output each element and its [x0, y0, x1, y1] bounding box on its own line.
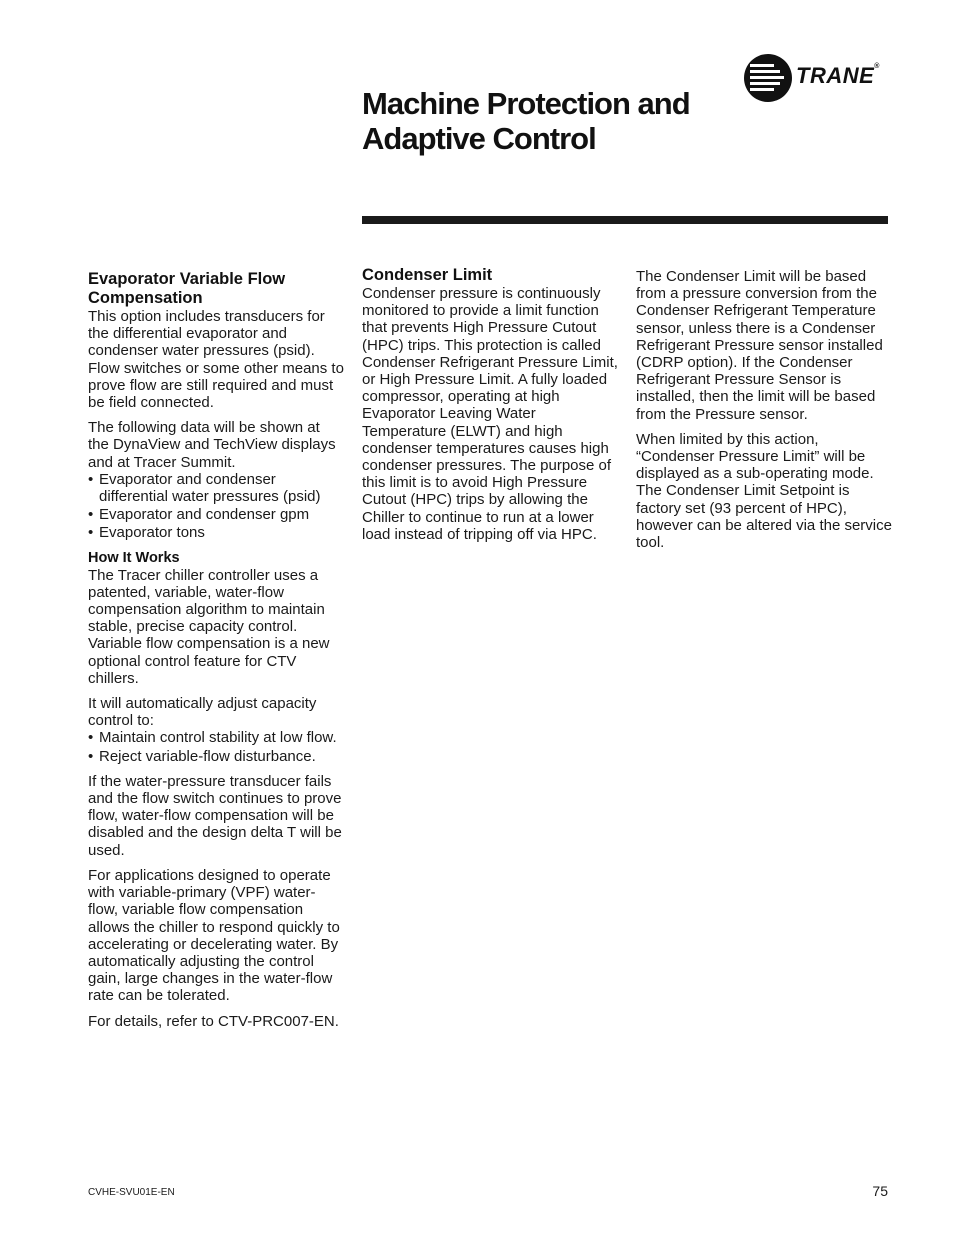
paragraph: This option includes transducers for the differential evaporator and condenser water pressures (psid). Flow switches or some other means to prove flow are still required and must be field connected. [88, 308, 344, 412]
trane-wordmark: TRANE® [796, 63, 880, 88]
subheading-how-it-works: How It Works [88, 549, 180, 566]
paragraph: The following data will be shown at the DynaView and TechView displays and at Tracer Summit. [88, 419, 336, 471]
paragraph: If the water-pressure transducer fails and the flow switch continues to prove flow, water-flow compensation will be disabled and the design delta T will be used. [88, 772, 342, 859]
list-item: • Evaporator and condenser differential water pressures (psid) [88, 471, 344, 505]
bullet-list-displayed-data [88, 471, 344, 542]
section-heading-evaporator-variable-flow: Evaporator Variable Flow Compensation [88, 270, 286, 307]
paragraph: Condenser pressure is continuously monitored to provide a limit function that prevents High Pressure Cutout (HPC) trips. This protection is called Condenser Refrigerant Pressure Limit, or High Pressure Limit. A fully loaded compressor, operating at high Evaporator Leaving Water Temperature (ELWT) and high condenser temperatures causes high condenser pressures. The purpose of this limit is to avoid High Pressure Cutout (HPC) trips by allowing the Chiller to continue to run at a lower load instead of tripping off via HPC. [362, 285, 618, 543]
bullet-list-capacity-control [88, 729, 344, 764]
list-item: • Evaporator tons [88, 524, 344, 541]
section-heading-condenser-limit: Condenser Limit [362, 266, 493, 284]
column-middle [362, 266, 618, 551]
paragraph: When limited by this action, “Condenser Pressure Limit” will be displayed as a sub-operating mode. The Condenser Limit Setpoint is factory set (93 percent of HPC), however can be altered via the service tool. [636, 430, 892, 552]
paragraph: The Condenser Limit will be based from a pressure conversion from the Condenser Refrigerant Temperature sensor, unless there is a Condenser Refrigerant Pressure sensor installed (CDRP option). If the Condenser Refrigerant Pressure Sensor is installed, then the limit will be based from the Pressure sensor. [636, 268, 883, 423]
column-left [88, 270, 344, 1038]
footer-document-id: CVHE-SVU01E-EN [88, 1187, 175, 1198]
page-title: Machine Protection and Adaptive Control [362, 86, 690, 156]
list-item: • Evaporator and condenser gpm [88, 506, 344, 523]
list-item: • Reject variable-flow disturbance. [88, 748, 344, 765]
column-right [636, 268, 892, 559]
paragraph: It will automatically adjust capacity control to: [88, 695, 317, 730]
title-rule [362, 216, 888, 224]
footer-page-number: 75 [872, 1183, 888, 1199]
paragraph: The Tracer chiller controller uses a patented, variable, water-flow compensation algorithm to maintain stable, precise capacity control. Variable flow compensation is a new optional control feature for CTV chillers. [88, 566, 330, 687]
paragraph: For applications designed to operate with variable-primary (VPF) water-flow, variable flow compensation allows the chiller to respond quickly to accelerating or decelerating water. By automatically adjusting the control gain, large changes in the water-flow rate can be tolerated. [88, 866, 340, 1005]
paragraph: For details, refer to CTV-PRC007-EN. [88, 1012, 339, 1030]
list-item: • Maintain control stability at low flow. [88, 729, 344, 746]
